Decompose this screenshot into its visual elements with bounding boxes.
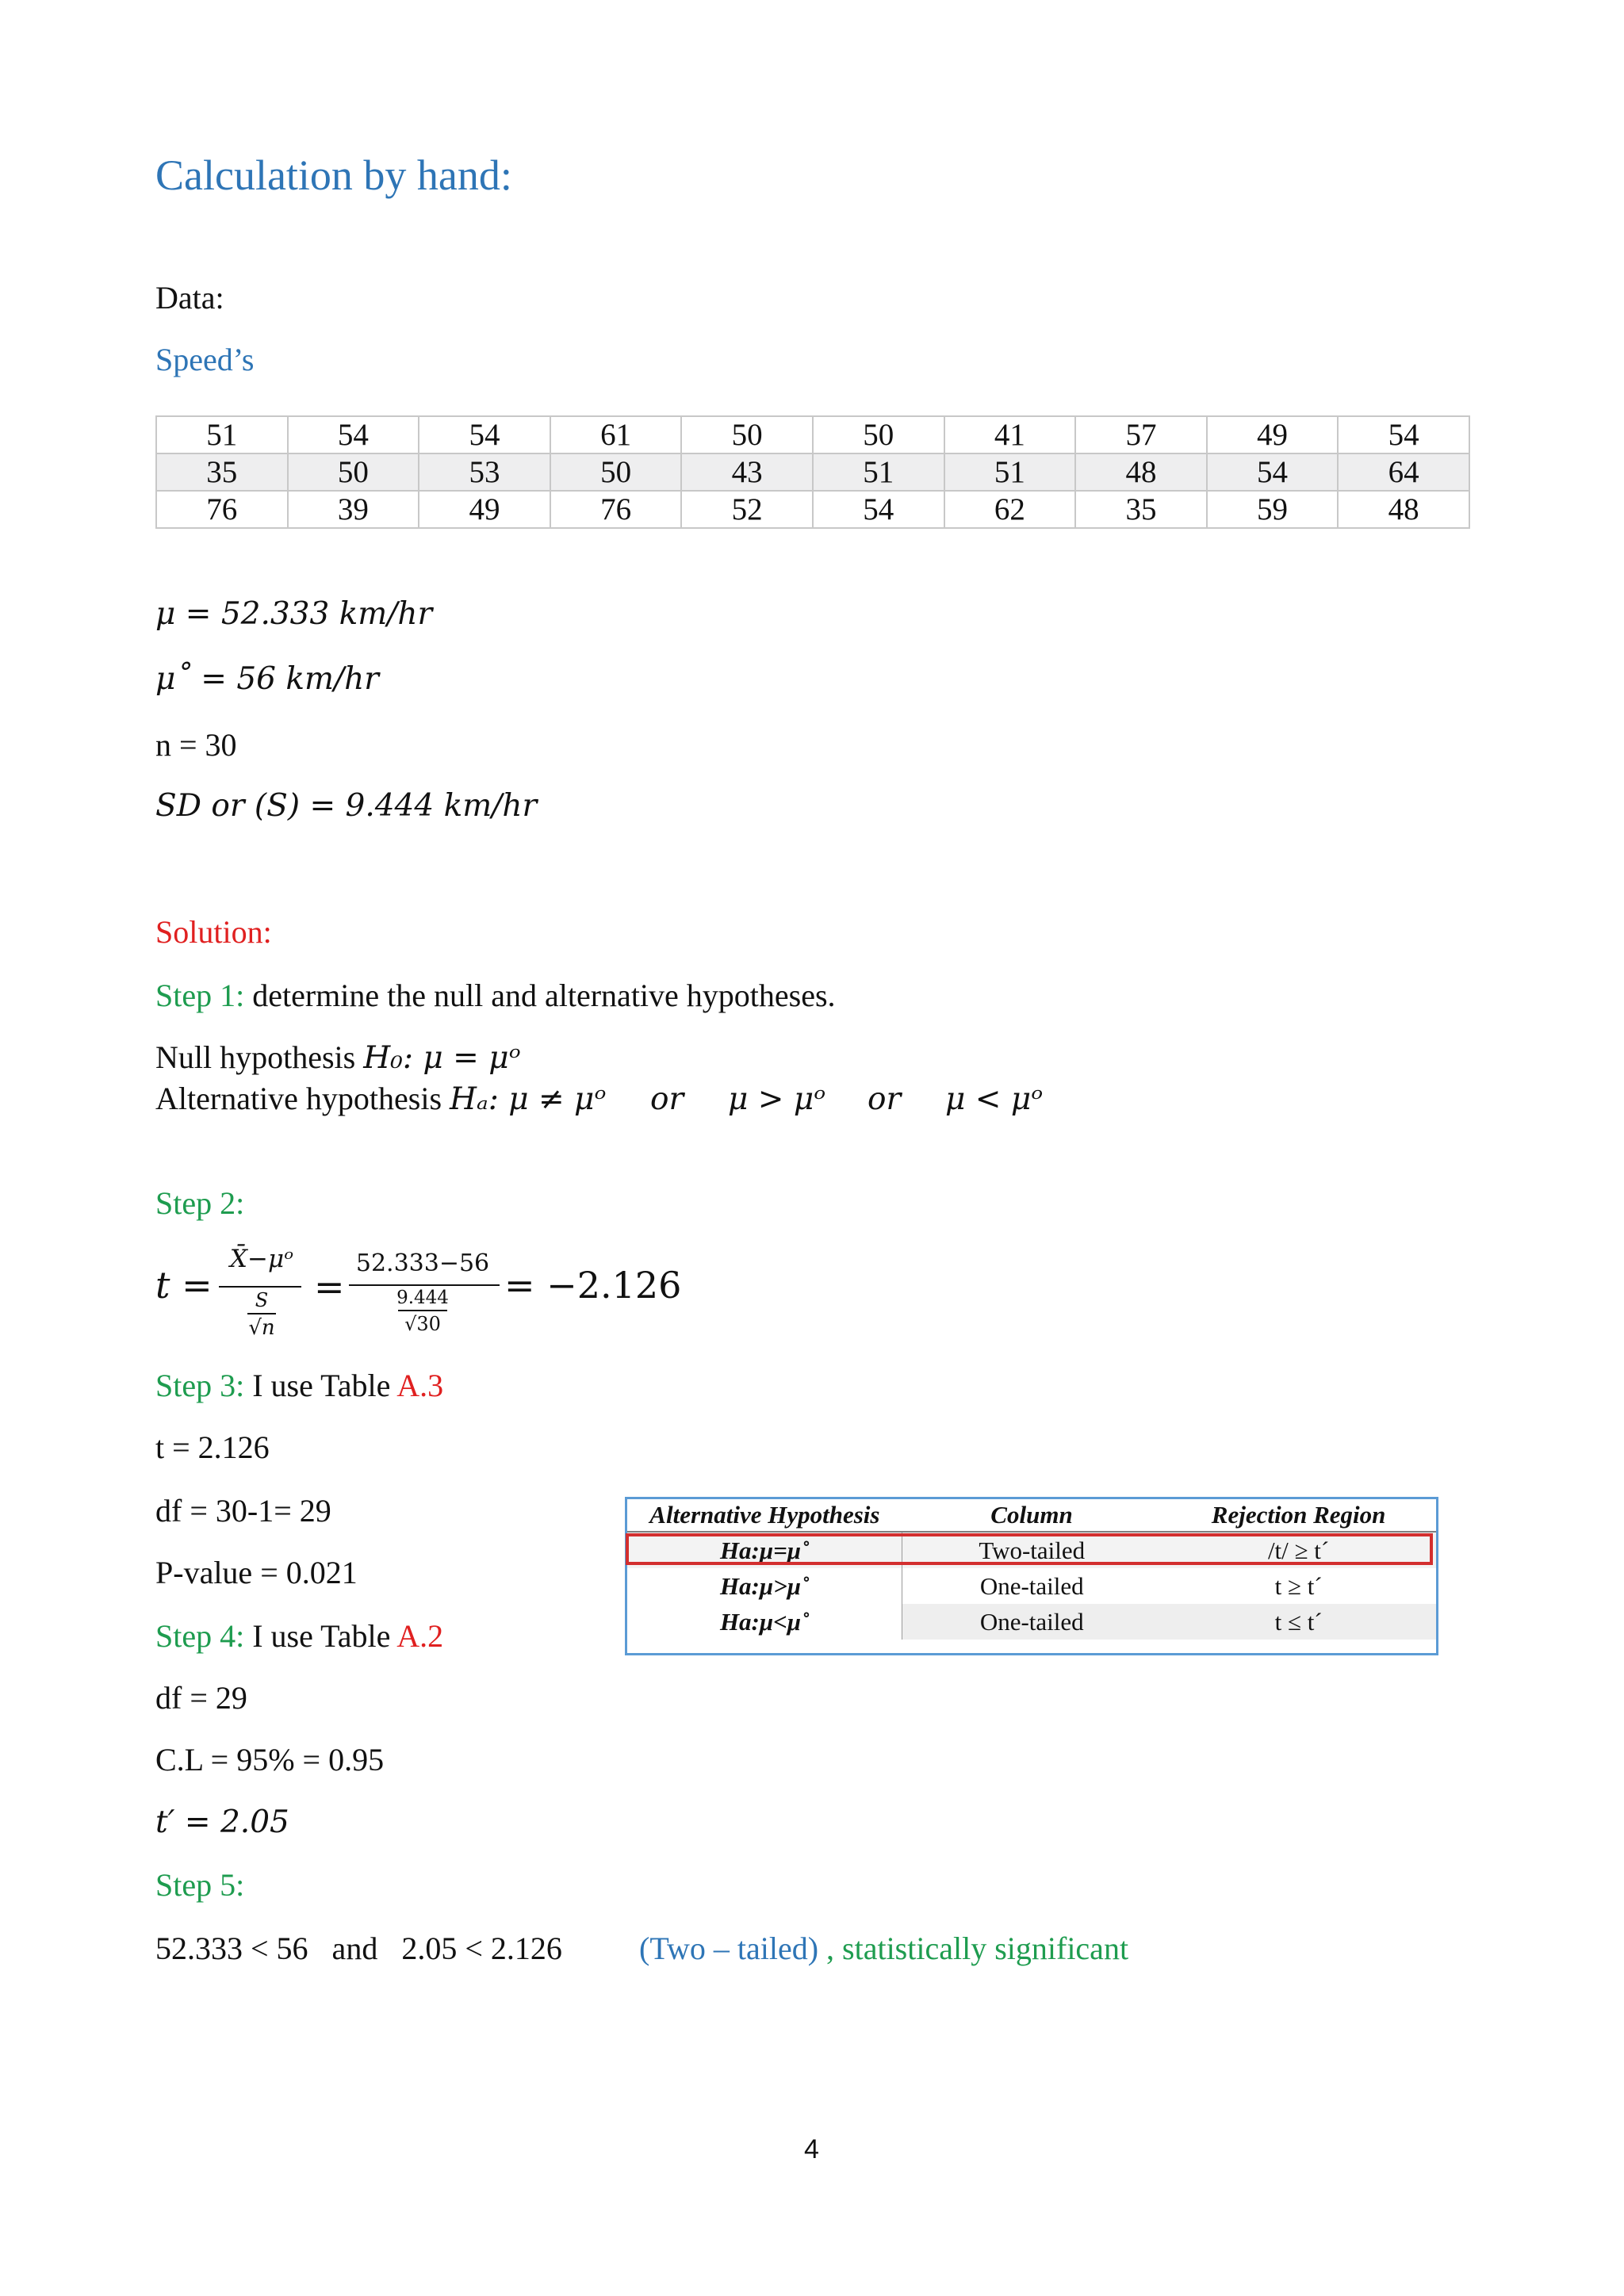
fraction-numeric-numerator: 52.333−56	[355, 1249, 490, 1277]
speed-cell: 64	[1338, 453, 1469, 491]
speed-cell: 51	[944, 453, 1076, 491]
step3-table-ref: A.3	[396, 1368, 444, 1403]
speed-cell: 54	[1338, 416, 1469, 453]
speed-cell: 41	[944, 416, 1076, 453]
solution-label: Solution:	[155, 914, 272, 950]
step3-line	[155, 1367, 443, 1404]
step4-text: I use Table	[244, 1618, 397, 1654]
speed-cell: 54	[419, 416, 550, 453]
cell-rejection: /t/ ≥ t´	[1161, 1532, 1436, 1568]
step1-label: Step 1:	[155, 978, 245, 1013]
fraction-general-den-bottom: √n	[248, 1316, 275, 1340]
step3-label: Step 3:	[155, 1368, 245, 1403]
speed-cell: 35	[1075, 491, 1207, 528]
t-prime-line: t′ = 2.05	[155, 1804, 289, 1840]
speed-cell: 49	[1207, 416, 1339, 453]
df-line-2: df = 29	[155, 1680, 247, 1716]
sd-line: SD or (S) = 9.444 km/hr	[155, 788, 538, 824]
speeds-label: Speed’s	[155, 342, 255, 377]
fraction-bar-inner-1	[247, 1313, 276, 1314]
speed-cell: 59	[1207, 491, 1339, 528]
t-value-line: t = 2.126	[155, 1429, 270, 1465]
fraction-general-numerator: X̄−μᵒ	[229, 1245, 294, 1273]
speed-cell: 57	[1075, 416, 1207, 453]
df-line: df = 30-1= 29	[155, 1493, 331, 1529]
speed-cell: 54	[813, 491, 944, 528]
page-heading: Calculation by hand:	[155, 151, 512, 199]
alt-less: μ < μᵒ	[945, 1081, 1044, 1117]
step4-line	[155, 1617, 443, 1655]
cell-hypothesis: Ha:μ<μ˚	[719, 1607, 810, 1636]
cell-hypothesis: Ha:μ=μ˚	[627, 1532, 902, 1568]
speed-cell: 35	[156, 453, 288, 491]
n-line: n = 30	[155, 727, 237, 763]
table-row	[627, 1604, 1436, 1640]
or-2: or	[868, 1081, 902, 1117]
null-hypothesis-math: H₀: μ = μᵒ	[363, 1040, 521, 1076]
speed-cell: 51	[813, 453, 944, 491]
t-symbol: t =	[155, 1264, 213, 1307]
fraction-numeric-den-bottom: √30	[404, 1313, 441, 1335]
step1-text: determine the null and alternative hypotheses.	[244, 978, 836, 1013]
speed-cell: 76	[156, 491, 288, 528]
step5-label: Step 5:	[155, 1867, 245, 1903]
mu-line: μ = 52.333 km/hr	[155, 596, 433, 632]
highlight-box	[626, 1533, 1433, 1565]
cell-hypothesis: Ha:μ>μ˚	[719, 1571, 810, 1600]
speed-cell: 61	[550, 416, 682, 453]
fraction-bar-general	[219, 1286, 301, 1288]
p-value-line: P-value = 0.021	[155, 1555, 358, 1590]
cell-rejection: t ≥ t´	[1274, 1571, 1323, 1600]
header-rejection-region: Rejection Region	[1161, 1499, 1436, 1532]
step3-text: I use Table	[244, 1368, 397, 1403]
speed-cell: 62	[944, 491, 1076, 528]
t-result: = −2.126	[504, 1264, 682, 1307]
cell-column: Two-tailed	[902, 1532, 1161, 1568]
cell-column: One-tailed	[902, 1604, 1161, 1640]
speeds-table	[155, 415, 1470, 529]
step2-label: Step 2:	[155, 1185, 245, 1221]
alt-hypothesis-line	[155, 1080, 606, 1117]
null-hypothesis-line	[155, 1039, 521, 1076]
alt-greater: μ > μᵒ	[728, 1081, 826, 1117]
alt-hypothesis-text: Alternative hypothesis	[155, 1081, 450, 1116]
null-hypothesis-text: Null hypothesis	[155, 1039, 364, 1075]
table-row	[627, 1568, 1436, 1604]
speed-cell: 50	[813, 416, 944, 453]
speed-cell: 52	[681, 491, 813, 528]
speed-cell: 48	[1338, 491, 1469, 528]
header-column: Column	[902, 1499, 1161, 1532]
step5-comparison: 52.333 < 56 and 2.05 < 2.126	[155, 1931, 562, 1966]
significance-label: , statistically significant	[818, 1931, 1129, 1966]
speed-cell: 48	[1075, 453, 1207, 491]
cell-column: One-tailed	[902, 1568, 1161, 1604]
speed-cell: 49	[419, 491, 550, 528]
confidence-level-line: C.L = 95% = 0.95	[155, 1742, 385, 1777]
speed-cell: 50	[550, 453, 682, 491]
step4-label: Step 4:	[155, 1618, 245, 1654]
two-tailed-label: (Two – tailed)	[639, 1931, 819, 1966]
alt-hypothesis-math: Hₐ: μ ≠ μᵒ	[450, 1081, 607, 1117]
fraction-numeric-den-top: 9.444	[396, 1288, 449, 1308]
speed-cell: 50	[288, 453, 419, 491]
speed-cell: 54	[288, 416, 419, 453]
speed-cell: 53	[419, 453, 550, 491]
table-row	[156, 453, 1469, 491]
table-row	[156, 491, 1469, 528]
step1-line	[155, 977, 836, 1014]
or-1: or	[650, 1081, 684, 1117]
fraction-bar-inner-2	[398, 1310, 447, 1311]
mu0-line: μ˚ = 56 km/hr	[155, 661, 379, 697]
header-alt-hypothesis: Alternative Hypothesis	[627, 1499, 902, 1532]
step4-table-ref: A.2	[396, 1618, 444, 1654]
equals-1: =	[314, 1265, 345, 1308]
speed-cell: 43	[681, 453, 813, 491]
speed-cell: 50	[681, 416, 813, 453]
data-label: Data:	[155, 280, 224, 316]
speed-cell: 54	[1207, 453, 1339, 491]
fraction-bar-numeric	[349, 1284, 500, 1286]
rejection-region-table	[625, 1497, 1438, 1655]
speed-cell: 51	[156, 416, 288, 453]
step5-conclusion	[639, 1930, 1128, 1967]
cell-rejection: t ≤ t´	[1161, 1604, 1436, 1640]
speed-cell: 39	[288, 491, 419, 528]
page-number: 4	[804, 2134, 819, 2164]
speed-cell: 76	[550, 491, 682, 528]
table-row	[156, 416, 1469, 453]
fraction-general-den-top: S	[255, 1289, 269, 1311]
